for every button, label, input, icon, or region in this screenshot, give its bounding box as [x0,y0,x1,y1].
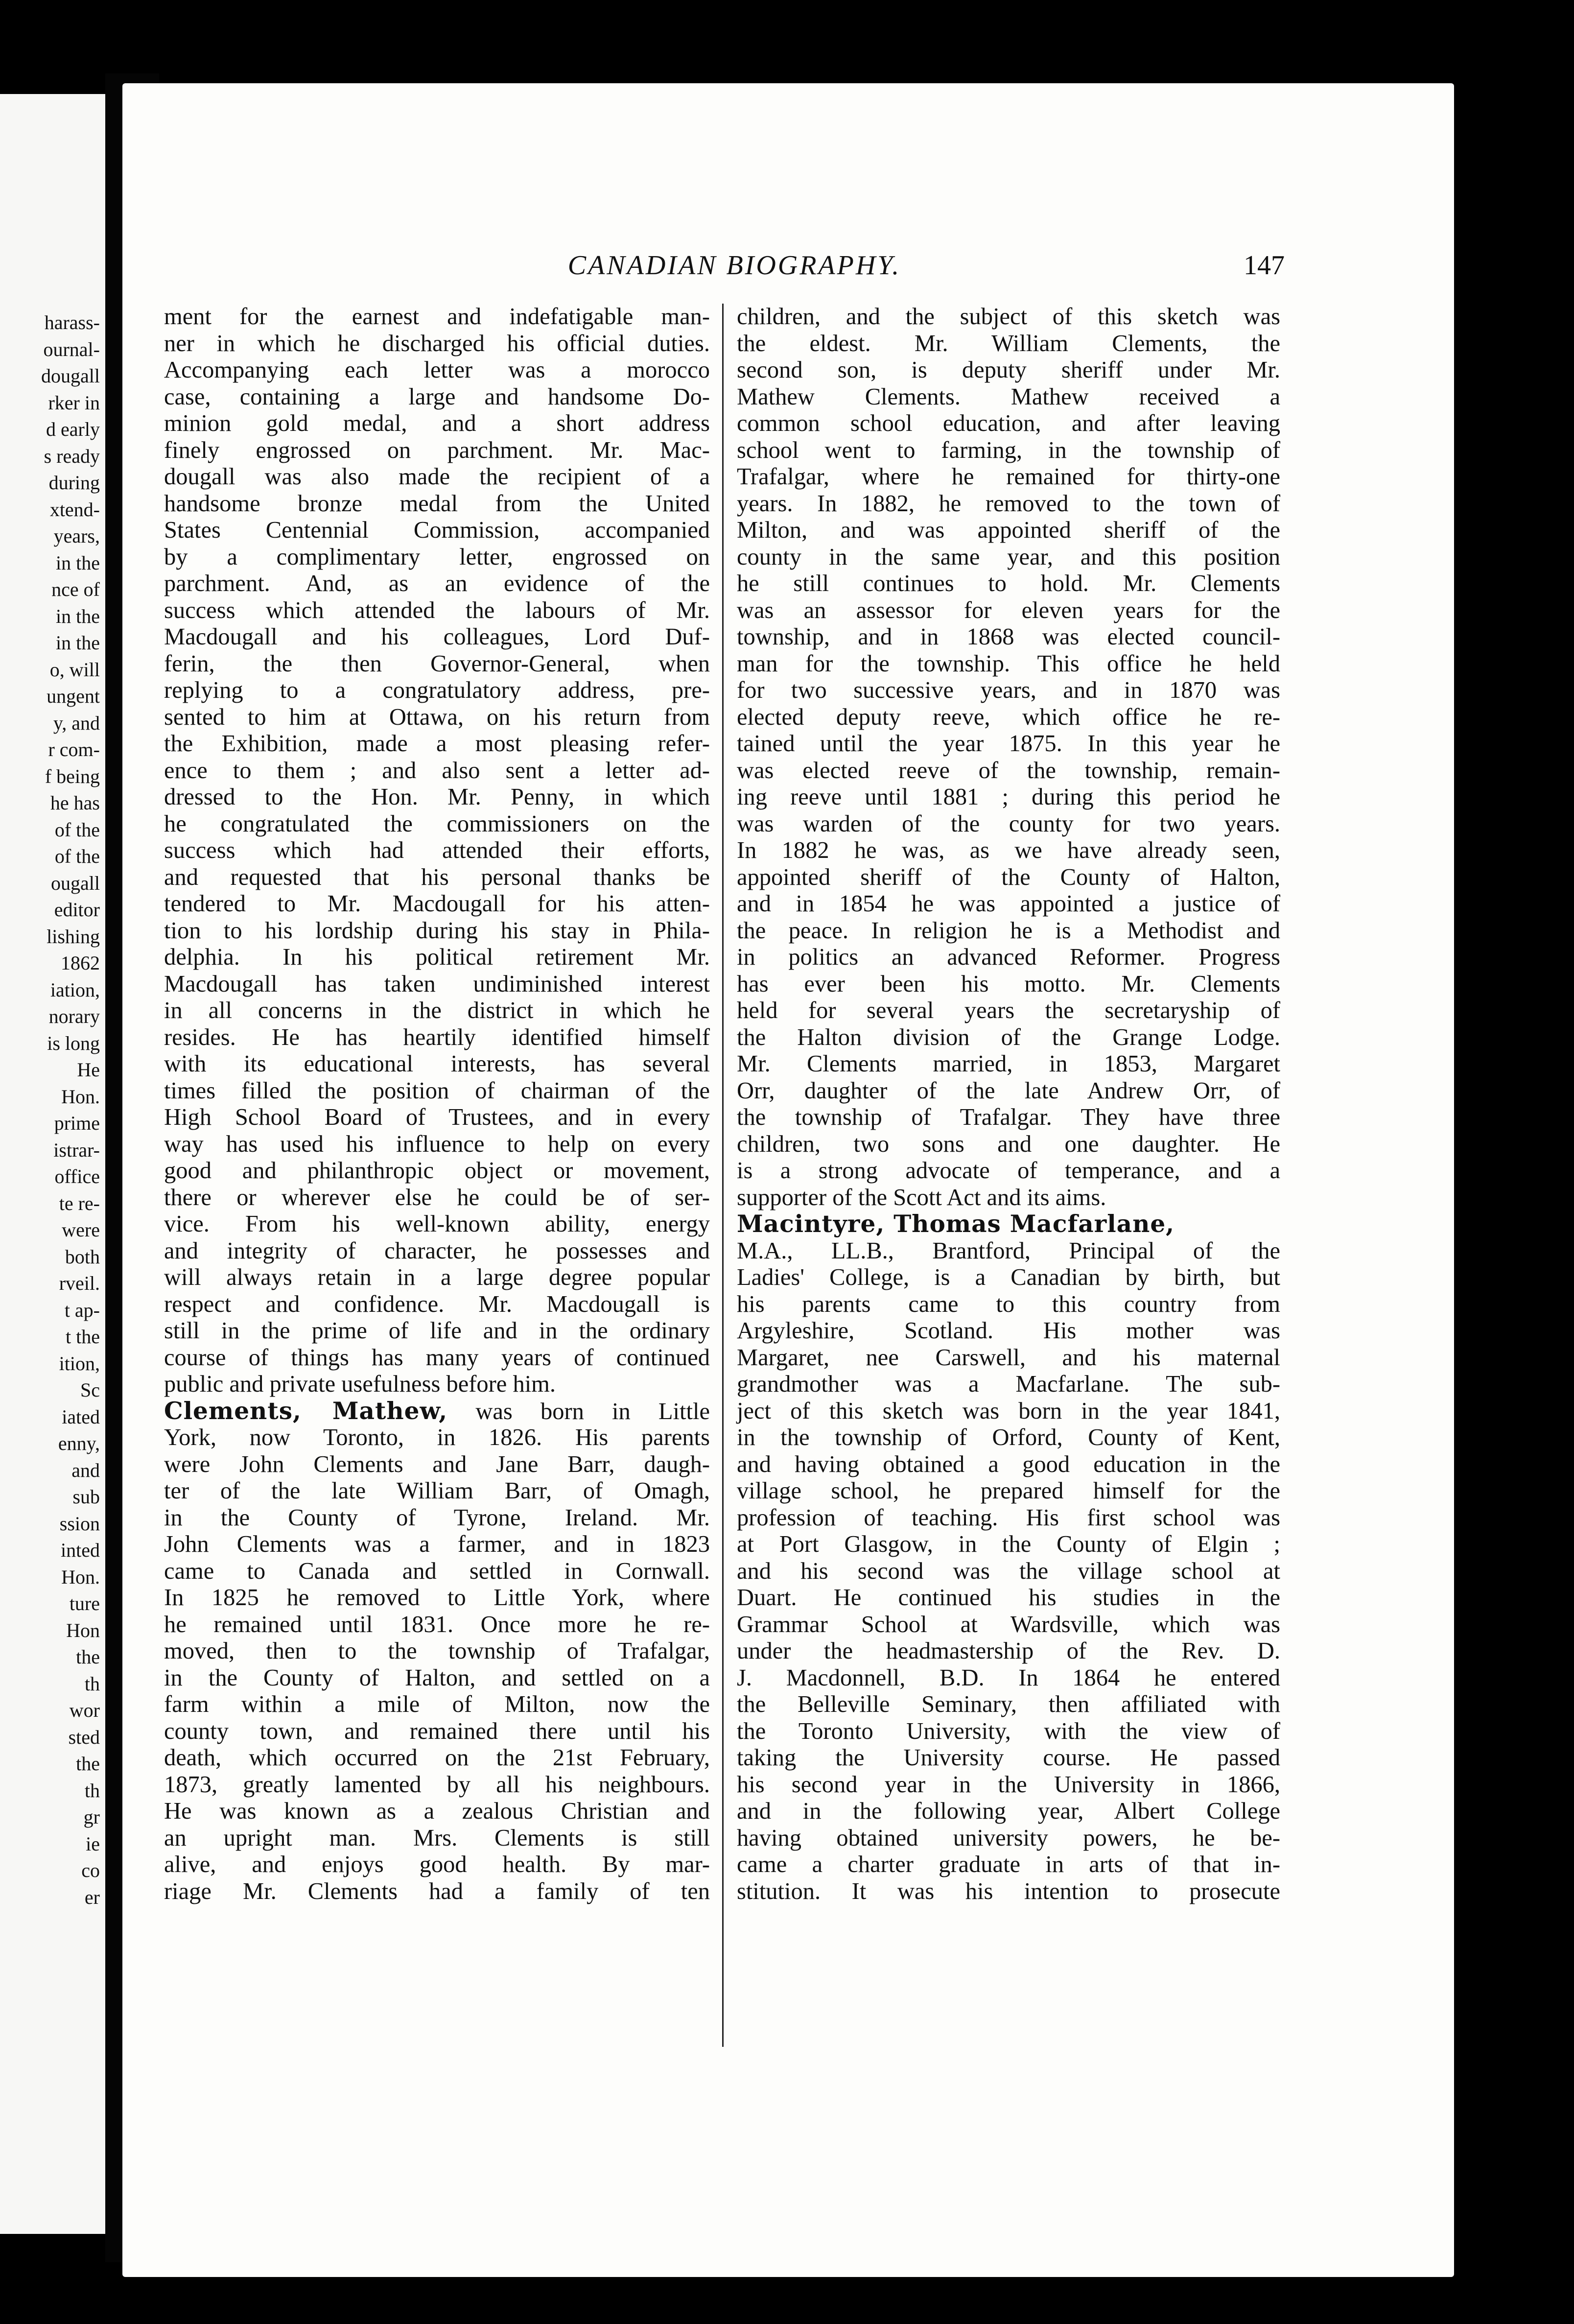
facing-page-fragment: o, will [49,658,100,681]
text-line: way has used his influence to help on every [164,1131,710,1157]
text-line: years. In 1882, he removed to the town of [737,490,1280,517]
text-line: there or wherever else he could be of ser- [164,1184,710,1210]
facing-page-fragment: harass- [44,311,100,333]
facing-page-fragment: of the [54,818,100,841]
facing-page-fragment: y, and [53,711,100,734]
entry-heading: Clements, Mathew, [164,1397,448,1425]
text-line: in the County of Tyrone, Ireland. Mr. [164,1504,710,1531]
text-line: J. Macdonnell, B.D. In 1864 he entered [737,1664,1280,1691]
facing-page-fragment: 1862 [61,952,100,974]
text-line: appointed sheriff of the County of Halton, [737,864,1280,890]
text-line: the Halton division of the Grange Lodge. [737,1024,1280,1050]
text-line: came to Canada and settled in Cornwall. [164,1558,710,1584]
text-line: Clements, Mathew, was born in Little [164,1397,710,1425]
facing-page-fragment: ournal- [43,338,100,360]
text-line: township, and in 1868 was elected council- [737,624,1280,650]
facing-page-fragment: years, [53,525,100,547]
facing-page-fragment: Sc [80,1379,100,1401]
text-line: In 1882 he was, as we have already seen, [737,837,1280,863]
text-line: school went to farming, in the township of [737,437,1280,463]
facing-page-fragment: nce of [51,578,100,600]
text-line: success which had attended their efforts, [164,837,710,863]
column-divider [722,304,724,2047]
text-line: moved, then to the township of Trafalgar, [164,1638,710,1664]
text-line: John Clements was a farmer, and in 1823 [164,1531,710,1557]
facing-page-fragment: the [76,1646,100,1668]
facing-page-fragment: the [76,1753,100,1775]
facing-page-fragment: th [84,1672,100,1695]
facing-page-fragment: during [48,472,100,494]
text-line: riage Mr. Clements had a family of ten [164,1878,710,1904]
facing-page-fragment: ssion [59,1512,100,1535]
text-line: tion to his lordship during his stay in Phila- [164,917,710,944]
text-line: times filled the position of chairman of the [164,1077,710,1104]
text-line: M.A., LL.B., Brantford, Principal of the [737,1237,1280,1264]
text-line: will always retain in a large degree popular [164,1264,710,1290]
text-line: Grammar School at Wardsville, which was [737,1611,1280,1637]
facing-page-fragment: ition, [59,1352,100,1375]
text-line: Orr, daughter of the late Andrew Orr, of [737,1077,1280,1104]
text-line: the peace. In religion he is a Methodist and [737,917,1280,944]
text-line: ing reeve until 1881 ; during this period he [737,784,1280,810]
facing-page-fragment: and [71,1459,100,1481]
text-line: and integrity of character, he possesses and [164,1237,710,1264]
facing-page-fragment: Hon. [61,1085,100,1108]
text-line: parchment. And, as an evidence of the [164,570,710,596]
text-line: finely engrossed on parchment. Mr. Mac- [164,437,710,463]
book-page [122,83,1454,2277]
facing-page-fragment: rveil. [59,1272,100,1294]
text-line: minion gold medal, and a short address [164,410,710,436]
facing-page-fragment: lishing [47,925,100,948]
text-line: elected deputy reeve, which office he re- [737,704,1280,730]
text-line: stitution. It was his intention to prosecute [737,1878,1280,1904]
facing-page-fragment: inted [61,1539,100,1561]
facing-page-fragment: both [65,1245,100,1268]
facing-page-fragment: iation, [50,978,100,1001]
text-line: and requested that his personal thanks be [164,864,710,890]
text-line: case, containing a large and handsome Do- [164,383,710,410]
facing-page-fragment: dougall [41,365,100,387]
text-line: good and philanthropic object or movement, [164,1158,710,1184]
facing-page-fragment: in the [56,632,100,654]
text-line: Ladies' College, is a Canadian by birth, but [737,1264,1280,1290]
text-line: has ever been his motto. Mr. Clements [737,971,1280,997]
text-line: Argyleshire, Scotland. His mother was [737,1318,1280,1344]
text-line: and his second was the village school at [737,1558,1280,1584]
facing-page-fragment: editor [54,899,100,921]
facing-page-fragment: ougall [51,872,100,894]
facing-page-fragment: ie [86,1832,100,1855]
right-text-column [737,304,1280,1905]
text-line: second son, is deputy sheriff under Mr. [737,357,1280,383]
text-line: Macdougall has taken undiminished interest [164,971,710,997]
text-line: replying to a congratulatory address, pre- [164,677,710,703]
text-line: he remained until 1831. Once more he re- [164,1611,710,1637]
text-line: resides. He has heartily identified himself [164,1024,710,1050]
running-title: CANADIAN BIOGRAPHY. [567,250,901,281]
text-line: sented to him at Ottawa, on his return from [164,704,710,730]
facing-page-fragment: in the [56,605,100,627]
text-line: ner in which he discharged his official duties. [164,330,710,356]
facing-page-fragment: norary [48,1005,100,1027]
text-line: alive, and enjoys good health. By mar- [164,1851,710,1877]
text-line: 1873, greatly lamented by all his neighbours. [164,1771,710,1798]
text-line: common school education, and after leaving [737,410,1280,436]
text-line: village school, he prepared himself for the [737,1478,1280,1504]
text-line: dressed to the Hon. Mr. Penny, in which [164,784,710,810]
facing-page-fragment: sub [72,1486,100,1508]
text-line: supporter of the Scott Act and its aims. [737,1184,1106,1210]
facing-page-fragment: Hon. [61,1565,100,1588]
text-line: success which attended the labours of Mr. [164,597,710,623]
text-line: tendered to Mr. Macdougall for his atten- [164,891,710,917]
facing-page-fragment: Hon [66,1619,100,1641]
text-line: an upright man. Mrs. Clements is still [164,1825,710,1851]
facing-page-fragment: of the [54,845,100,867]
facing-page-fragment: istrar- [53,1138,100,1161]
text-line: and in the following year, Albert College [737,1798,1280,1824]
text-line: the Toronto University, with the view of [737,1718,1280,1744]
text-line: death, which occurred on the 21st February, [164,1745,710,1771]
text-line: in the County of Halton, and settled on a [164,1664,710,1691]
text-line: course of things has many years of continued [164,1344,710,1371]
facing-page-fragment: ungent [47,685,100,707]
text-line: public and private usefulness before him. [164,1371,556,1397]
text-line: ence to them ; and also sent a letter ad- [164,757,710,783]
facing-page-fragment: d early [46,418,100,440]
text-line: Mathew Clements. Mathew received a [737,383,1280,410]
text-line: dougall was also made the recipient of a [164,464,710,490]
left-text-column [164,304,710,1905]
text-line: is a strong advocate of temperance, and a [737,1158,1280,1184]
text-line: Mr. Clements married, in 1853, Margaret [737,1051,1280,1077]
facing-page-fragment: he has [50,792,100,814]
text-line: he still continues to hold. Mr. Clements [737,570,1280,596]
facing-page-fragment: sted [68,1726,100,1748]
text-line: with its educational interests, has several [164,1051,710,1077]
facing-page-fragment: th [84,1779,100,1802]
facing-page-fragment: t the [66,1326,100,1348]
facing-page-fragment: ture [69,1592,100,1614]
text-line: having obtained university powers, he be- [737,1825,1280,1851]
text-line: the eldest. Mr. William Clements, the [737,330,1280,356]
text-line: Macdougall and his colleagues, Lord Duf- [164,624,710,650]
text-line: in politics an advanced Reformer. Progress [737,944,1280,970]
text-line: grandmother was a Macfarlane. The sub- [737,1371,1280,1397]
text-line: the township of Trafalgar. They have three [737,1104,1280,1130]
text-line: and in 1854 he was appointed a justice of [737,891,1280,917]
text-line: at Port Glasgow, in the County of Elgin ; [737,1531,1280,1557]
text-line: ment for the earnest and indefatigable man- [164,304,710,330]
text-line: delphia. In his political retirement Mr. [164,944,710,970]
text-line: under the headmastership of the Rev. D. [737,1638,1280,1664]
text-line: Duart. He continued his studies in the [737,1585,1280,1611]
text-line: Margaret, nee Carswell, and his maternal [737,1344,1280,1371]
facing-page-fragment: were [62,1219,100,1241]
text-line: county town, and remained there until his [164,1718,710,1744]
text-line: Accompanying each letter was a morocco [164,357,710,383]
text-line: In 1825 he removed to Little York, where [164,1585,710,1611]
text-line: in the township of Orford, County of Kent, [737,1424,1280,1450]
text-line: his second year in the University in 1866, [737,1771,1280,1798]
text-line: was elected reeve of the township, remain- [737,757,1280,783]
facing-page-fragment: te re- [59,1192,100,1214]
facing-page-fragment: xtend- [49,498,100,521]
text-line: Milton, and was appointed sheriff of the [737,517,1280,543]
facing-page-fragment: f being [45,765,100,787]
text-line: handsome bronze medal from the United [164,490,710,517]
text-line: York, now Toronto, in 1826. His parents [164,1424,710,1450]
text-line: was warden of the county for two years. [737,810,1280,837]
text-line: ject of this sketch was born in the year 1841, [737,1398,1280,1424]
facing-page-fragment: wor [69,1699,100,1721]
text-line: tained until the year 1875. In this year he [737,731,1280,757]
facing-page-text [2,309,100,1911]
text-line: held for several years the secretaryship of [737,997,1280,1023]
facing-page-fragment: office [54,1165,100,1187]
facing-page-fragment: prime [54,1112,100,1134]
facing-page-fragment: er [84,1886,100,1908]
facing-page-fragment: He [77,1059,100,1081]
facing-page-fragment: t ap- [64,1299,100,1321]
text-line: came a charter graduate in arts of that in- [737,1851,1280,1877]
facing-page-fragment: is long [47,1032,100,1054]
text-line: children, two sons and one daughter. He [737,1131,1280,1157]
facing-page-fragment: enny, [58,1432,100,1454]
text-line: his parents came to this country from [737,1291,1280,1317]
text-line: was an assessor for eleven years for the [737,597,1280,623]
text-line: children, and the subject of this sketch was [737,304,1280,330]
text-line: He was known as a zealous Christian and [164,1798,710,1824]
facing-page-fragment: co [81,1859,100,1881]
text-line: farm within a mile of Milton, now the [164,1691,710,1717]
text-line: vice. From his well-known ability, energy [164,1211,710,1237]
text-line: in all concerns in the district in which he [164,997,710,1023]
page-number: 147 [1244,250,1285,281]
text-line: Trafalgar, where he remained for thirty-one [737,464,1280,490]
text-line: the Belleville Seminary, then affiliated with [737,1691,1280,1717]
text-line: ter of the late William Barr, of Omagh, [164,1478,710,1504]
text-line [737,1211,1280,1238]
text-line: States Centennial Commission, accompanied [164,517,710,543]
text-line: were John Clements and Jane Barr, daugh- [164,1451,710,1477]
facing-page-fragment: rker in [48,391,100,414]
text-line: still in the prime of life and in the ordinary [164,1318,710,1344]
text-line: he congratulated the commissioners on the [164,810,710,837]
text-line: for two successive years, and in 1870 was [737,677,1280,703]
text-line: High School Board of Trustees, and in every [164,1104,710,1130]
text-line: man for the township. This office he held [737,650,1280,677]
text-line: the Exhibition, made a most pleasing refer- [164,731,710,757]
facing-page-strip [0,94,105,2234]
text-line: ferin, the then Governor-General, when [164,650,710,677]
entry-heading: Macintyre, Thomas Macfarlane, [737,1210,1175,1238]
text-line: respect and confidence. Mr. Macdougall is [164,1291,710,1317]
page-header [122,250,1454,289]
facing-page-fragment: s ready [44,445,100,467]
text-line: profession of teaching. His first school was [737,1504,1280,1531]
facing-page-fragment: in the [56,551,100,574]
text-line: and having obtained a good education in the [737,1451,1280,1477]
text-line: taking the University course. He passed [737,1745,1280,1771]
facing-page-fragment: r com- [48,738,100,760]
facing-page-fragment: gr [83,1806,100,1828]
text-line: by a complimentary letter, engrossed on [164,544,710,570]
text-line: county in the same year, and this position [737,544,1280,570]
facing-page-fragment: iated [62,1405,100,1428]
